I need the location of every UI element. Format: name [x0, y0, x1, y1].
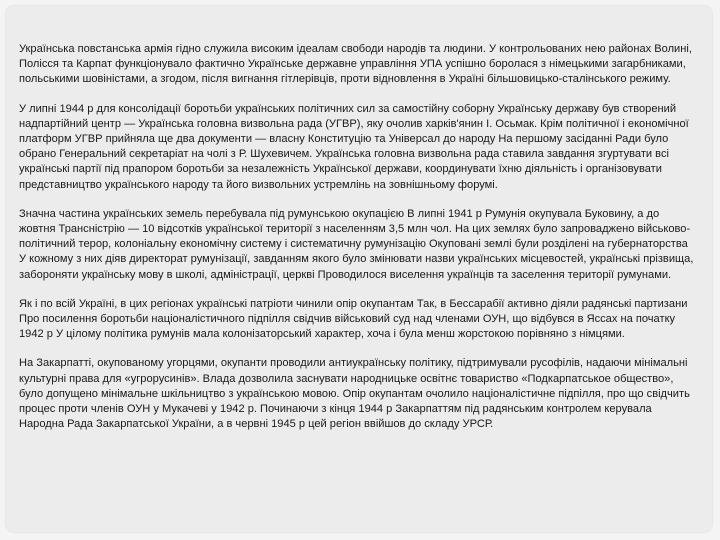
paragraph-romanian-occupation: Значна частина українських земель перебувала під румунською окупацією В липні 1941 р Румунія окупувала Буковину, а до жовтня Трансністрію — 10 відсотків української території з населенням 3,5 млн чол. На цих землях було запроваджено військово-політичний терор, колоніальну економічну систему і систематичну румунізацію Окуповані землі були розділені на губернаторства У кожному з них діяв директорат румунізації, завданням якого було змінювати назви українських місцевостей, українські прізвища, забороняти українську мову в школі, адміністрації, церкві Проводилося виселення українців та заселення території румунами.	[19, 207, 694, 281]
document-slide	[6, 6, 712, 532]
paragraph-zakarpattia: На Закарпатті, окупованому угорцями, окупанти проводили антиукраїнську політику, підтримували русофілів, надаючи мінімальні культурні права для «угрорусинів». Влада дозволила заснувати народницьке освітнє товариство «Подкарпатськое общество», було допущено мінімальне шкільництво з українською мовою. Опір окупантам очолило націоналістичне підпілля, про що свідчить процес проти членів ОУН у Мукачеві у 1942 р. Починаючи з кінця 1944 р Закарпаттям під радянським контролем керувала Народна Рада Закарпатської України, а в червні 1945 р цей регіон ввійшов до складу УРСР.	[19, 357, 690, 431]
paragraph-resistance: Як і по всій Україні, в цих регіонах українські патріоти чинили опір окупантам Так, в Бессарабії активно діяли радянські партизани Про посилення боротьби націоналістичного підпілля свідчив військовий суд над членами ОУН, що відбувся в Яссах на початку 1942 р У цілому політика румунів мала колонізаторський характер, хоча і була менш жорстокою порівняно з німцями.	[19, 297, 688, 341]
paragraph-ugvr: У липні 1944 р для консолідації боротьби українських політичних сил за самостійну соборну Українську державу був створений надпартійний центр — Українська головна визвольна рада (УГВР), яку очолив харків'янин І. Осьмак. Крім політичної і економічної платформ УГВР прийняла ще два документи — власну Конституцію та Універсал до народу На першому засіданні Ради було обрано Генеральний секретаріат на чолі з Р. Шухевичем. Українська головна визвольна рада ставила завдання згуртувати всі українські партії під прапором боротьби за незалежність Української держави, координувати їхню діяльність і організовувати представництво українського народу та його визвольних устремлінь на зовнішньому форумі.	[19, 102, 689, 191]
paragraph-upa: Українська повстанська армія гідно служила високим ідеалам свободи народів та людини. У контрольованих нею районах Волині, Полісся та Карпат функціонувало фактично Українське державне управління УПА успішно боролася з німецькими загарбниками, польськими шовіністами, а згодом, після вигнання гітлерівців, проти відновлення в Україні більшовицько-сталінського режиму.	[19, 43, 692, 86]
